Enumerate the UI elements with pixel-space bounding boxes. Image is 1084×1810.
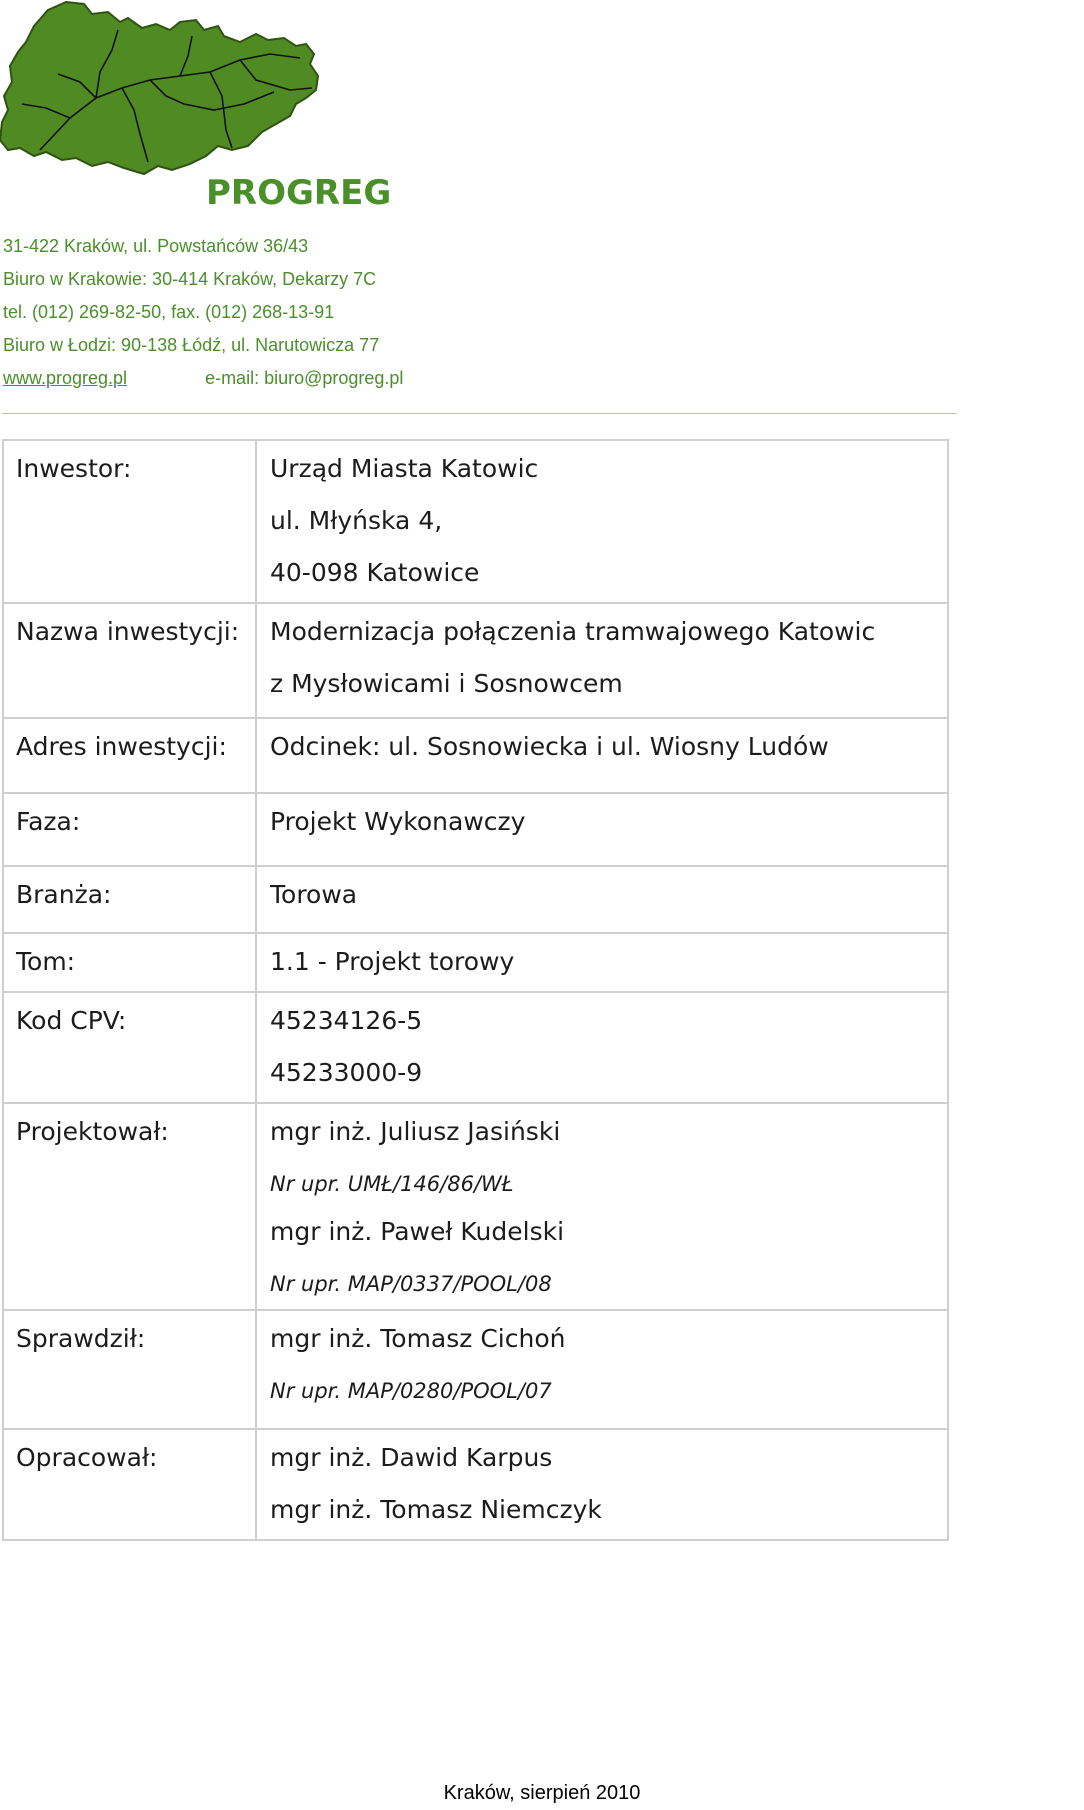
- row-label: Tom:: [3, 933, 256, 992]
- row-label: Faza:: [3, 793, 256, 866]
- krakow-office-line: Biuro w Krakowie: 30-414 Kraków, Dekarzy 7C: [3, 269, 377, 289]
- table-row: [3, 992, 948, 1103]
- designer-name: mgr inż. Juliusz Jasiński: [270, 1117, 561, 1146]
- table-row: [3, 1310, 948, 1429]
- table-row: [3, 1429, 948, 1540]
- designer-license: Nr upr. UMŁ/146/86/WŁ: [270, 1172, 514, 1196]
- phone-fax-line: tel. (012) 269-82-50, fax. (012) 268-13-91: [3, 302, 335, 322]
- row-label: Adres inwestycji:: [3, 718, 256, 793]
- table-row: [3, 603, 948, 718]
- discipline-value: Torowa: [270, 880, 358, 909]
- row-value: [256, 992, 948, 1103]
- lodz-office-line: Biuro w Łodzi: 90-138 Łódź, ul. Narutowicza 77: [3, 335, 380, 355]
- row-value: [256, 603, 948, 718]
- table-row: [3, 866, 948, 933]
- table-row: [3, 793, 948, 866]
- volume-value: 1.1 - Projekt torowy: [270, 947, 515, 976]
- row-value: [256, 718, 948, 793]
- investor-city: 40-098 Katowice: [270, 558, 480, 587]
- checker-name: mgr inż. Tomasz Cichoń: [270, 1324, 566, 1353]
- investor-name: Urząd Miasta Katowic: [270, 454, 539, 483]
- investor-street: ul. Młyńska 4,: [270, 506, 443, 535]
- checker-license: Nr upr. MAP/0280/POOL/07: [270, 1379, 552, 1403]
- table-row: [3, 933, 948, 992]
- author-name: mgr inż. Dawid Karpus: [270, 1443, 553, 1472]
- row-label: Nazwa inwestycji:: [3, 603, 256, 718]
- row-value: [256, 866, 948, 933]
- investment-address: Odcinek: ul. Sosnowiecka i ul. Wiosny Ludów: [270, 732, 829, 761]
- row-value: [256, 1310, 948, 1429]
- place-date-footer: Kraków, sierpień 2010: [443, 1782, 641, 1804]
- website-link[interactable]: www.progreg.pl: [3, 368, 128, 388]
- phase-value: Projekt Wykonawczy: [270, 807, 526, 836]
- row-value: [256, 1103, 948, 1310]
- web-email-line: [3, 362, 903, 395]
- contact-block: [3, 230, 903, 395]
- table-row: [3, 440, 948, 603]
- designer-license: Nr upr. MAP/0337/POOL/08: [270, 1272, 552, 1296]
- row-value: [256, 933, 948, 992]
- cpv-code: 45233000-9: [270, 1058, 423, 1087]
- table-row: [3, 718, 948, 793]
- investment-name-line: z Mysłowicami i Sosnowcem: [270, 669, 623, 698]
- project-info-table: [2, 439, 949, 1541]
- header-divider: [2, 413, 957, 414]
- row-label: Branża:: [3, 866, 256, 933]
- city-map-icon: [0, 2, 318, 174]
- designer-name: mgr inż. Paweł Kudelski: [270, 1217, 565, 1246]
- table-row: [3, 1103, 948, 1310]
- author-name: mgr inż. Tomasz Niemczyk: [270, 1495, 602, 1524]
- investment-name-line: Modernizacja połączenia tramwajowego Katowic: [270, 617, 876, 646]
- row-label: Kod CPV:: [3, 992, 256, 1103]
- row-label: Projektował:: [3, 1103, 256, 1310]
- company-logo: [0, 0, 392, 213]
- email-text: e-mail: biuro@progreg.pl: [205, 368, 404, 388]
- row-label: Inwestor:: [3, 440, 256, 603]
- row-value: [256, 793, 948, 866]
- cpv-code: 45234126-5: [270, 1006, 423, 1035]
- row-value: [256, 440, 948, 603]
- row-label: Sprawdził:: [3, 1310, 256, 1429]
- logo-wordmark: PROGREG: [206, 173, 392, 213]
- row-value: [256, 1429, 948, 1540]
- address-line: 31-422 Kraków, ul. Powstańców 36/43: [3, 236, 309, 256]
- row-label: Opracował:: [3, 1429, 256, 1540]
